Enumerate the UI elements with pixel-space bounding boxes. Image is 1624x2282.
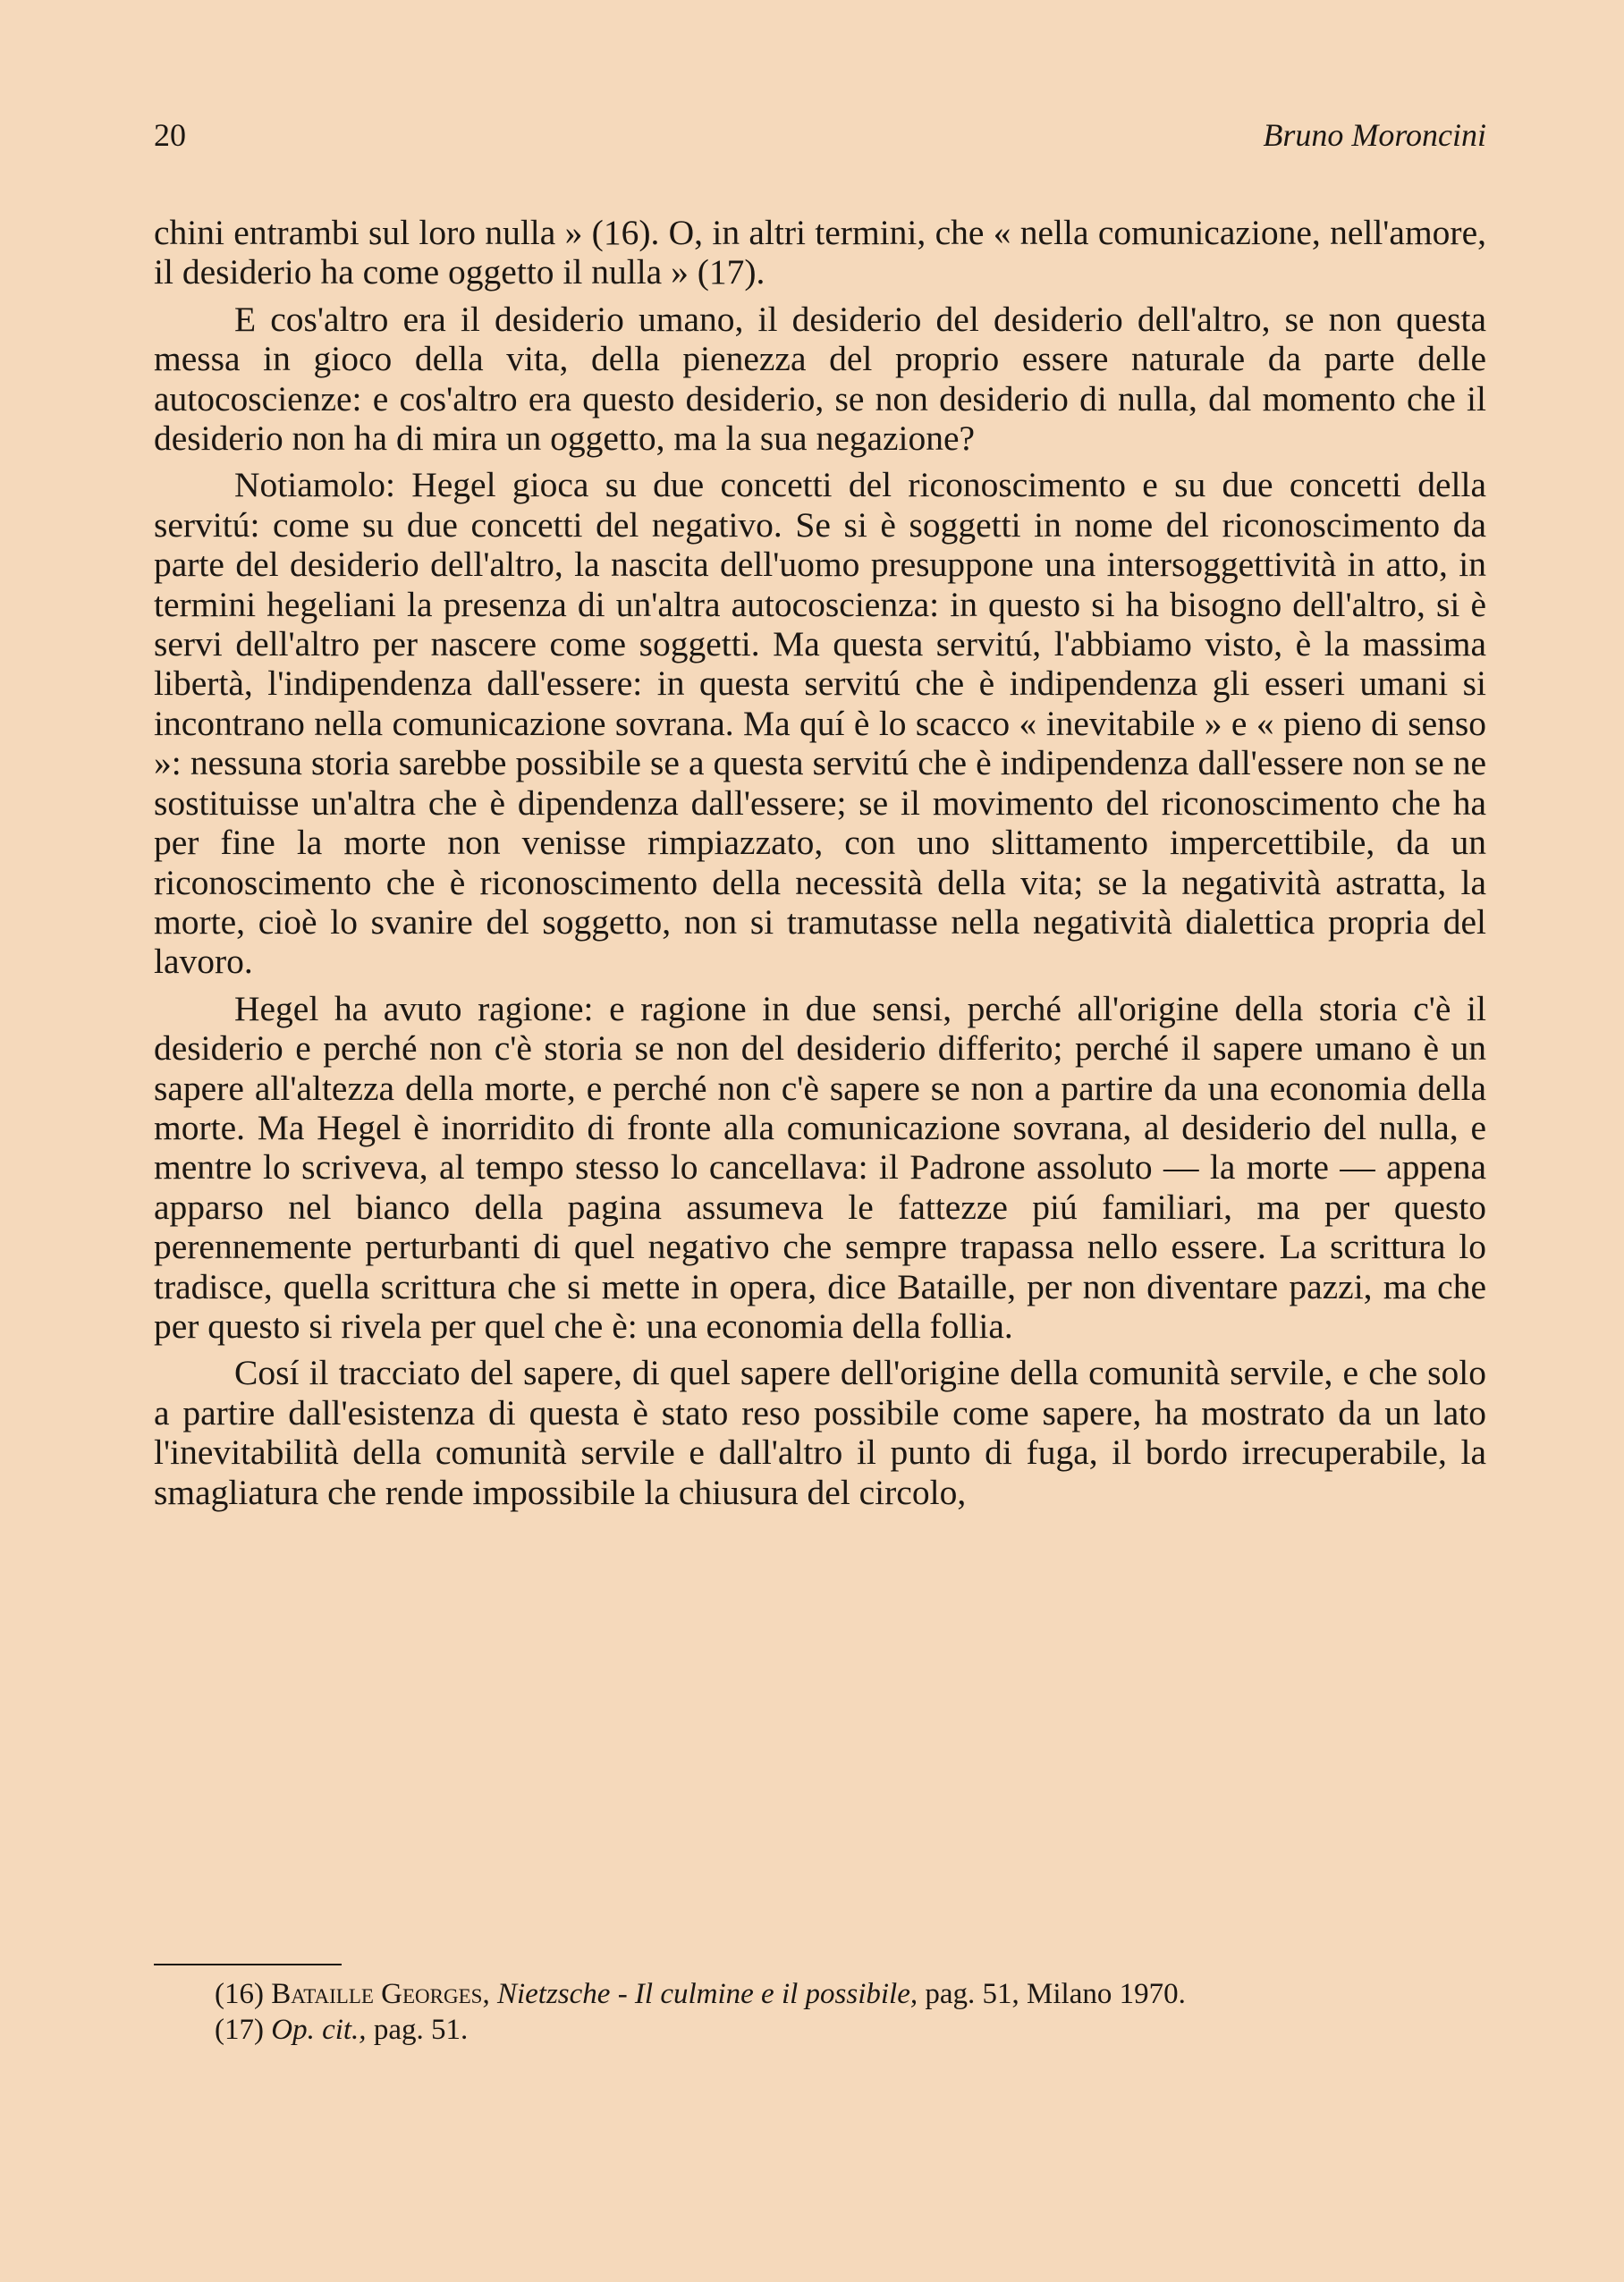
footnote-marker: (17) — [215, 2014, 264, 2046]
paragraph-continuation: chini entrambi sul loro nulla » (16). O, in altri termini, che « nella comunicazione, nell'amore, il desiderio ha come oggetto il nulla » (17). — [154, 213, 1486, 292]
footnote-marker: (16) — [215, 1978, 264, 2010]
footnote-divider — [154, 1964, 342, 1965]
footnote-reference: Op. cit., — [271, 2014, 367, 2046]
paragraph: Hegel ha avuto ragione: e ragione in due sensi, perché all'origine della storia c'è il desiderio e perché non c'è storia se non del desiderio differito; perché il sapere umano è un sapere all'altezza della morte, e perché non c'è sapere se non a partire da una economia della morte. Ma Hegel è inorridito di fronte alla comunicazione sovrana, al desiderio del nulla, e mentre lo scriveva, al tempo stesso lo cancellava: il Padrone assoluto — la morte — appena apparso nel bianco della pagina assumeva le fattezze piú familiari, ma per questo perennemente perturbanti di quel negativo che sempre trapassa nello essere. La scrittura lo tradisce, quella scrittura che si mette in opera, dice Bataille, per non diventare pazzi, ma che per questo si rivela per quel che è: una economia della follia. — [154, 988, 1486, 1346]
footnote-author: Bataille Georges, — [271, 1978, 490, 2010]
body-text — [154, 213, 1486, 1519]
footnote-16 — [154, 1976, 1486, 2012]
page-header — [154, 116, 1486, 170]
paragraph: Cosí il tracciato del sapere, di quel sapere dell'origine della comunità servile, e che solo a partire dall'esistenza di questa è stato reso possibile come sapere, ha mostrato da un lato l'inevitabilità della comunità servile e dall'altro il punto di fuga, il bordo irrecuperabile, la smagliatura che rende impossibile la chiusura del circolo, — [154, 1353, 1486, 1512]
running-head: Bruno Moroncini — [1263, 117, 1486, 153]
paragraph: E cos'altro era il desiderio umano, il desiderio del desiderio dell'altro, se non questa messa in gioco della vita, della pienezza del proprio essere naturale da parte delle autocoscienze: e cos'altro era questo desiderio, se non desiderio di nulla, dal momento che il desiderio non ha di mira un oggetto, ma la sua negazione? — [154, 299, 1486, 459]
paragraph: Notiamolo: Hegel gioca su due concetti del riconoscimento e su due concetti della servitú: come su due concetti del negativo. Se si è soggetti in nome del riconoscimento da parte del desiderio dell'altro, la nascita dell'uomo presuppone una intersoggettività in atto, in termini hegeliani la presenza di un'altra autocoscienza: in questo si ha bisogno dell'altro, si è servi dell'altro per nascere come soggetti. Ma questa servitú, l'abbiamo visto, è la massima libertà, l'indipendenza dall'essere: in questa servitú che è indipendenza gli esseri umani si incontrano nella comunicazione sovrana. Ma quí è lo scacco « inevitabile » e « pieno di senso »: nessuna storia sarebbe possibile se a questa servitú che è indipendenza dall'essere non se ne sostituisse un'altra che è dipendenza dall'essere; se il movimento del riconoscimento che ha per fine la morte non venisse rimpiazzato, con uno slittamento impercettibile, da un riconoscimento che è riconoscimento della necessità della vita; se la negatività astratta, la morte, cioè lo svanire del soggetto, non si tramutasse nella negatività dialettica propria del lavoro. — [154, 465, 1486, 982]
footnote-details: pag. 51, Milano 1970. — [925, 1978, 1186, 2010]
footnote-17 — [154, 2012, 1486, 2048]
footnote-title: Nietzsche - Il culmine e il possibile, — [496, 1978, 918, 2010]
footnotes — [154, 1976, 1486, 2048]
footnote-details: pag. 51. — [373, 2014, 469, 2046]
page-number: 20 — [154, 117, 186, 153]
